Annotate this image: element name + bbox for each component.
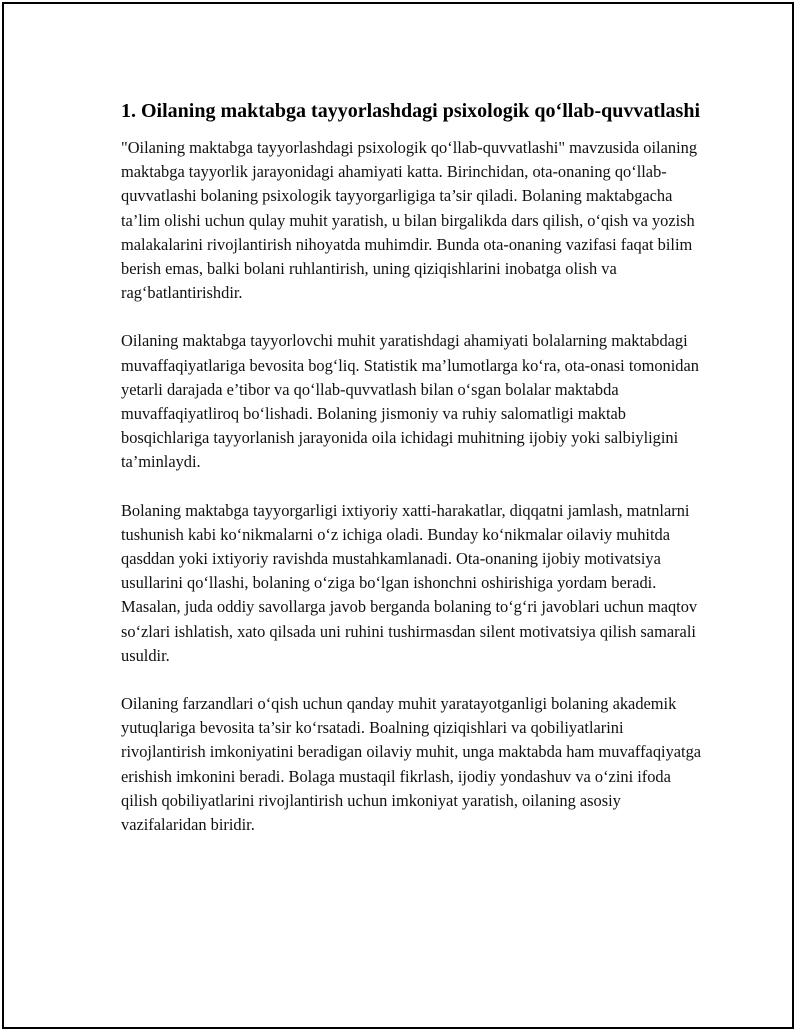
page-frame: [2, 2, 794, 1029]
paragraph-3: Bolaning maktabga tayyorgarligi ixtiyoriy xatti-harakatlar, diqqatni jamlash, matnlarni tushunish kabi ko‘nikmalarni o‘z ichiga oladi. Bunday ko‘nikmalar oilaviy muhitda qasddan yoki ixtiyoriy ravishda mustahkamlanadi. Ota-onaning ijobiy motivatsiya usullarini qo‘llashi, bolaning o‘ziga bo‘lgan ishonchni oshirishiga yordam beradi. Masalan, juda oddiy savollarga javob berganda bolaning to‘g‘ri javoblari uchun maqtov so‘zlari ishlatish, xato qilsada uni ruhini tushirmasdan silent motivatsiya qilish samarali usuldir.: [121, 500, 698, 665]
section-heading: 1. Oilaning maktabga tayyorlashdagi psixologik qo‘llab-quvvatlashi: [121, 100, 701, 122]
paragraph-2: Oilaning maktabga tayyorlovchi muhit yaratishdagi ahamiyati bolalarning maktabdagi muvaffaqiyatlariga bevosita bog‘liq. Statistik ma’lumotlarga ko‘ra, ota-onasi tomonidan yetarli darajada e’tibor va qo‘llab-quvvatlash bilan o‘sgan bolalar maktabda muvaffaqiyatliroq bo‘lishadi. Bolaning jismoniy va ruhiy salomatligi maktab bosqichlariga tayyorlanish jarayonida oila ichidagi muhitning ijobiy yoki salbiyligini ta’minlaydi.: [121, 331, 699, 472]
paragraph-4: Oilaning farzandlari o‘qish uchun qanday muhit yaratayotganligi bolaning akademik yutuqlariga bevosita ta’sir ko‘rsatadi. Boalning qiziqishlari va qobiliyatlarini rivojlantirish imkoniyatini beradigan oilaviy muhit, unga maktabda ham muvaffaqiyatga erishish imkonini beradi. Bolaga mustaqil fikrlash, ijodiy yondashuv va o‘zini ifoda qilish qobiliyatlarini rivojlantirish uchun imkoniyat yaratish, oilaning asosiy vazifalaridan biridir.: [121, 694, 702, 835]
paragraph-1: "Oilaning maktabga tayyorlashdagi psixologik qo‘llab-quvvatlashi" mavzusida oilaning maktabga tayyorlik jarayonidagi ahamiyati katta. Birinchidan, ota-onaning qo‘llab-quvvatlashi bolaning psixologik tayyorgarligiga ta’sir qiladi. Bolaning maktabgacha ta’lim olishi uchun qulay muhit yaratish, u bilan birgalikda dars qilish, o‘qish va yozish malakalarini rivojlantirish nihoyatda muhimdir. Bunda ota-onaning vazifasi faqat bilim berish emas, balki bolani ruhlantirish, uning qiziqishlarini inobatga olish va rag‘batlantirishdir.: [121, 138, 698, 303]
document-body: [121, 98, 706, 861]
